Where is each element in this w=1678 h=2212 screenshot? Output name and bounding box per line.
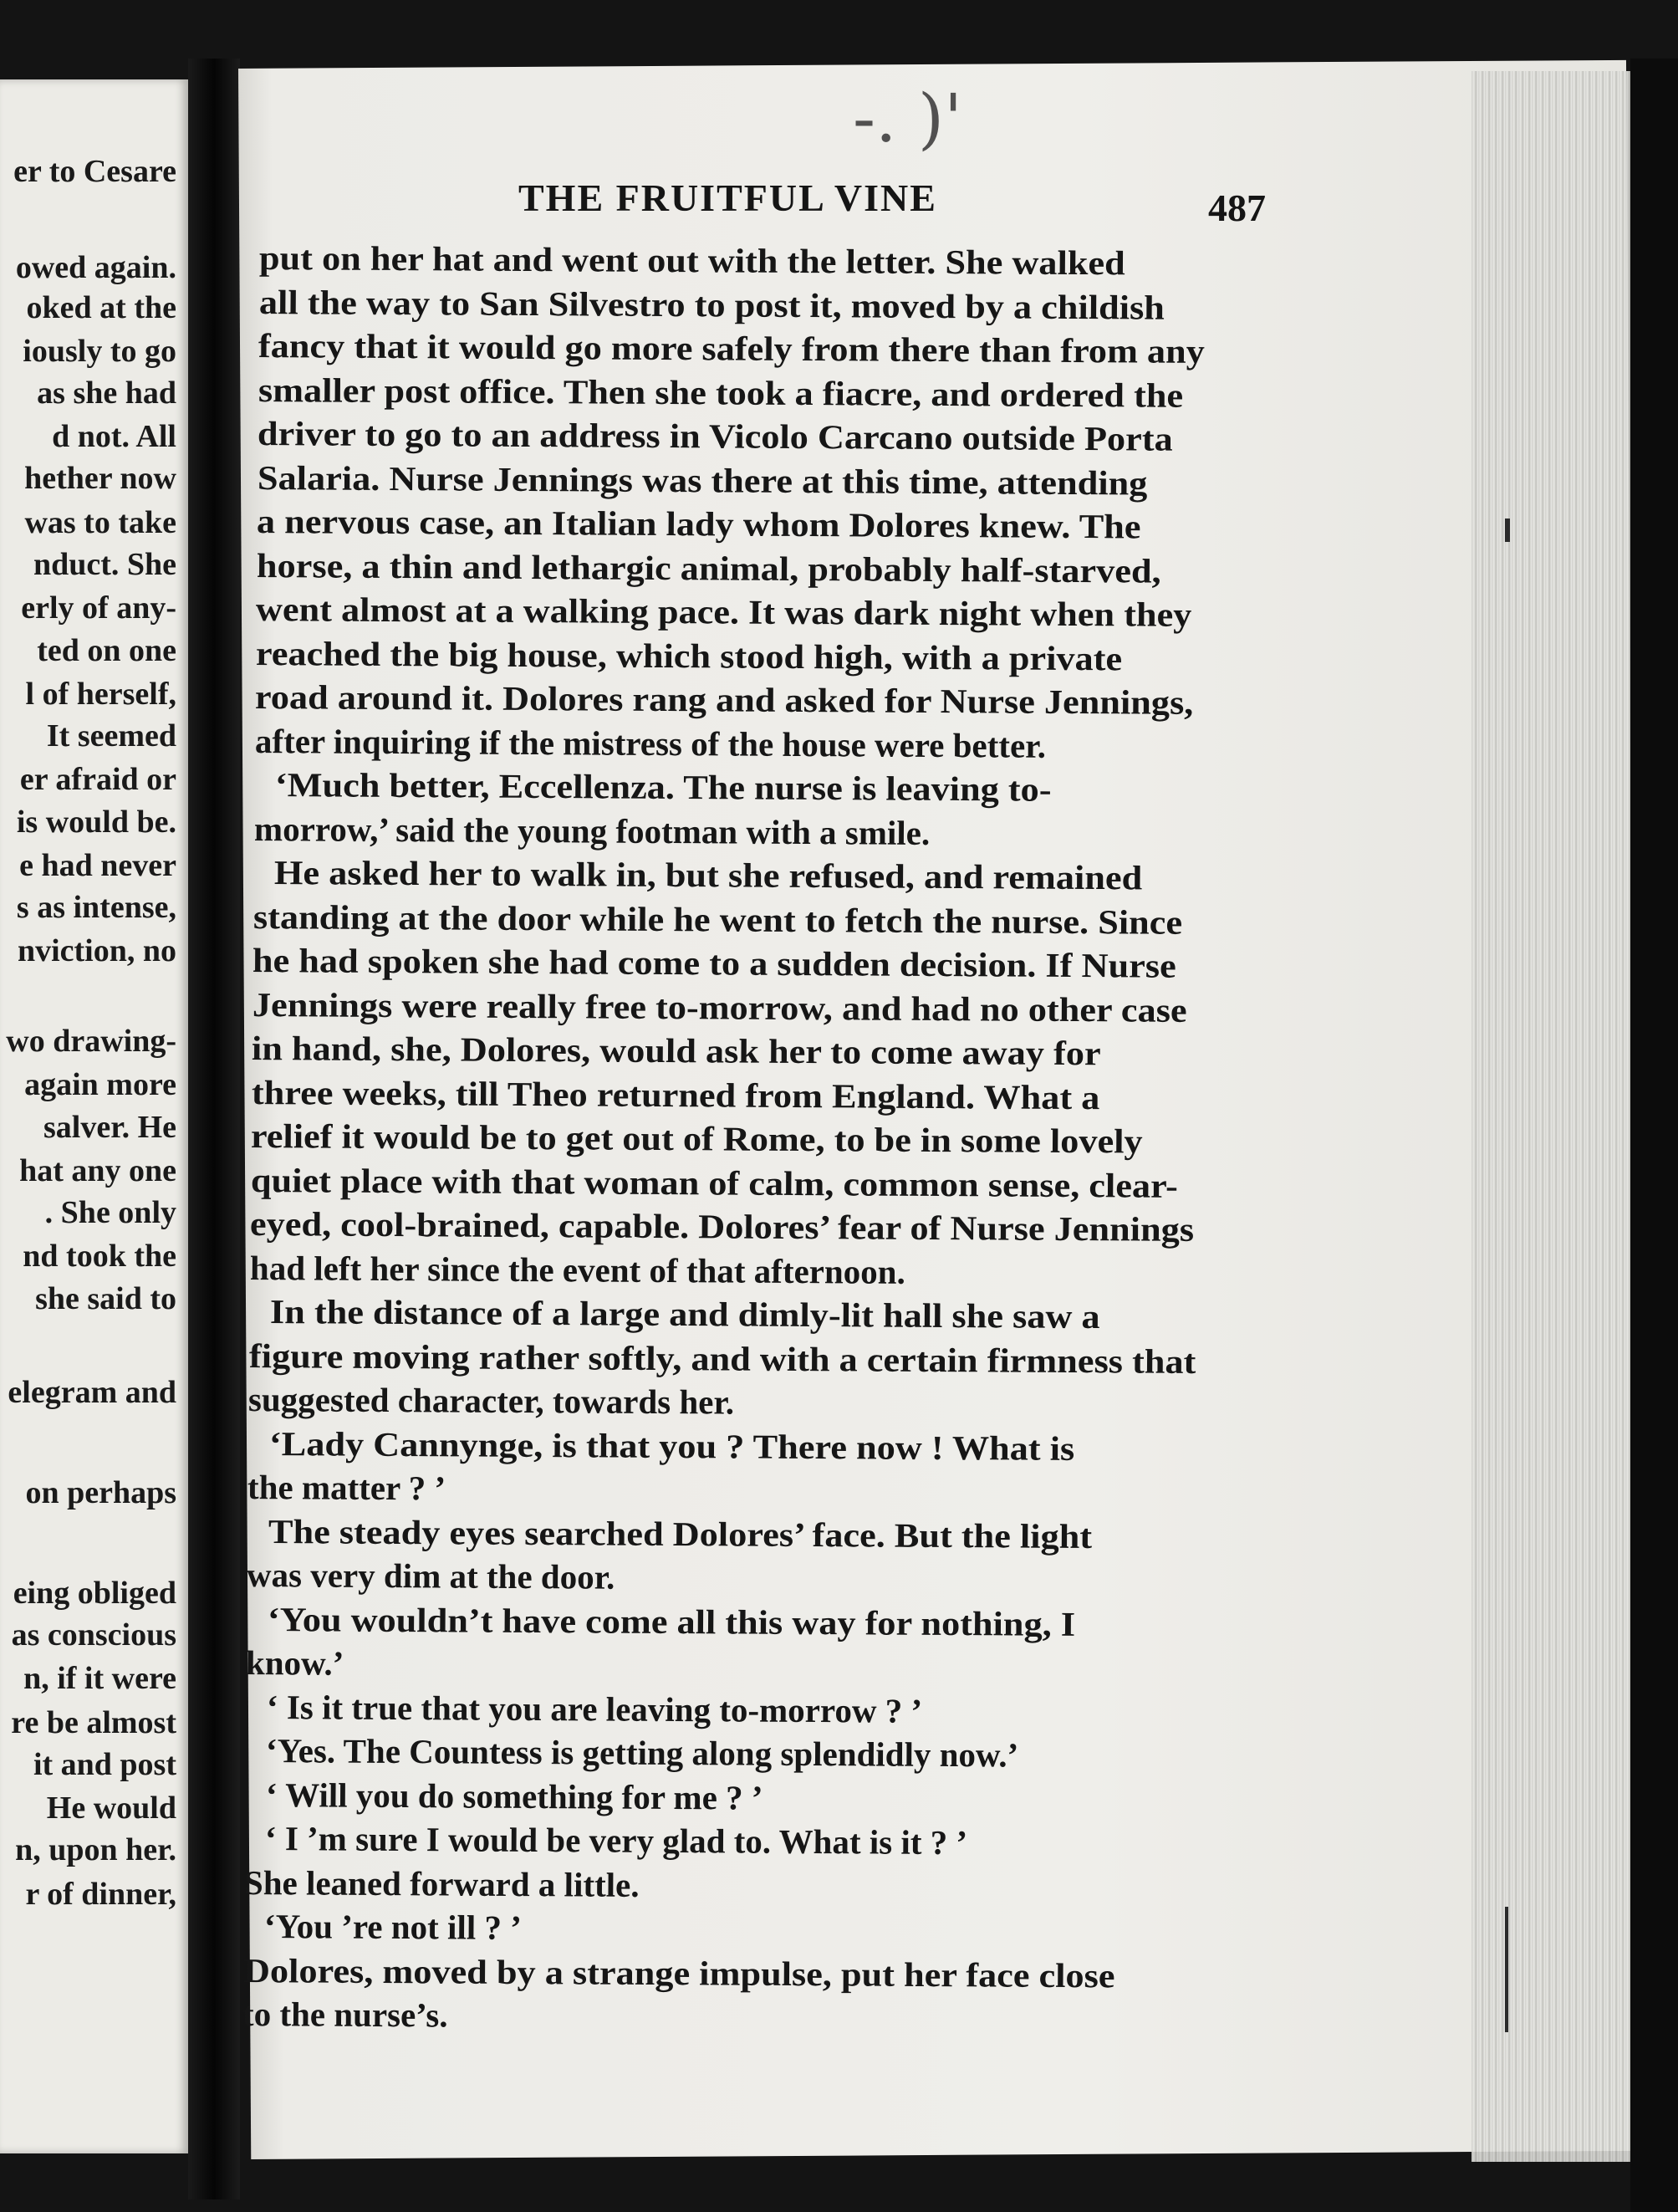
- left-text-line: was to take: [24, 505, 176, 540]
- text-line: ‘Lady Cannynge, is that you ? There now ! What is: [268, 1423, 1074, 1468]
- text-line: She leaned forward a little.: [243, 1862, 640, 1904]
- left-text-line: again more: [24, 1067, 176, 1102]
- text-line: standing at the door while he went to fetch the nurse. Since: [252, 897, 1182, 942]
- text-line: all the way to San Silvestro to post it, moved by a childish: [258, 282, 1165, 327]
- text-line: He asked her to walk in, but she refused, and remained: [273, 853, 1143, 897]
- left-text-line: He would: [46, 1791, 176, 1826]
- margin-mark: [1505, 1907, 1508, 2032]
- text-line: road around it. Dolores rang and asked for Nurse Jennings,: [254, 677, 1194, 722]
- text-line: ‘ Is it true that you are leaving to-morrow ? ’: [266, 1687, 922, 1730]
- text-line: ‘You ’re not ill ? ’: [263, 1907, 523, 1947]
- left-text-line: ted on one: [37, 633, 176, 668]
- left-text-line: n, upon her.: [15, 1832, 176, 1867]
- left-text-line: It seemed: [46, 718, 176, 754]
- text-line: suggested character, towards her.: [247, 1380, 735, 1422]
- text-line: Dolores, moved by a strange impulse, put her face close: [242, 1950, 1115, 1995]
- text-line: eyed, cool-brained, capable. Dolores’ fear of Nurse Jennings: [249, 1204, 1195, 1249]
- left-text-line: er to Cesare: [13, 154, 176, 189]
- left-text-line: er afraid or: [19, 762, 176, 797]
- left-text-line: nd took the: [23, 1239, 176, 1274]
- text-line: know.’: [245, 1643, 344, 1683]
- text-line: relief it would be to get out of Rome, to be in some lovely: [250, 1116, 1143, 1161]
- margin-mark: [1505, 519, 1510, 542]
- left-text-line: wo drawing-: [6, 1024, 176, 1059]
- left-text-line: r of dinner,: [25, 1877, 176, 1912]
- text-line: ‘ I ’m sure I would be very glad to. What is it ? ’: [264, 1819, 968, 1862]
- page-number: 487: [1208, 186, 1266, 229]
- left-text-line: d not. All: [52, 419, 176, 454]
- text-line: to the nurse’s.: [242, 1995, 448, 2035]
- text-line: ‘Much better, Eccellenza. The nurse is leaving to-: [274, 765, 1052, 809]
- left-text-line: hat any one: [19, 1153, 176, 1188]
- text-line: The steady eyes searched Dolores’ face. But the light: [268, 1511, 1092, 1556]
- text-line: driver to go to an address in Vicolo Carcano outside Porta: [257, 414, 1173, 458]
- left-text-line: salver. He: [43, 1110, 176, 1145]
- left-text-line: nduct. She: [33, 547, 176, 582]
- left-text-line: it and post: [33, 1747, 176, 1782]
- text-line: smaller post office. Then she took a fiacre, and ordered the: [258, 370, 1183, 415]
- text-line: in hand, she, Dolores, would ask her to come away for: [251, 1029, 1101, 1073]
- text-line: ‘Yes. The Countess is getting along splendidly now.’: [265, 1731, 1019, 1775]
- text-line: Salaria. Nurse Jennings was there at this time, attending: [257, 457, 1147, 503]
- text-line: after inquiring if the mistress of the house were better.: [254, 721, 1046, 765]
- left-text-line: on perhaps: [25, 1475, 176, 1510]
- left-text-line: as she had: [37, 375, 176, 411]
- text-line: a nervous case, an Italian lady whom Dolores knew. The: [256, 502, 1141, 546]
- left-text-line: eing obliged: [13, 1576, 176, 1611]
- text-line: three weeks, till Theo returned from England. What a: [251, 1072, 1100, 1116]
- left-text-line: as conscious: [11, 1617, 176, 1653]
- left-text-line: is would be.: [16, 805, 176, 840]
- left-text-line: s as intense,: [16, 890, 176, 925]
- text-line: the matter ? ’: [247, 1468, 446, 1508]
- text-line: ‘You wouldn’t have come all this way for nothing, I: [267, 1599, 1075, 1643]
- text-line: figure moving rather softly, and with a certain firmness that: [248, 1336, 1196, 1381]
- text-line: ‘ Will you do something for me ? ’: [265, 1775, 763, 1817]
- text-line: he had spoken she had come to a sudden decision. If Nurse: [252, 941, 1176, 985]
- text-line: fancy that it would go more safely from there than from any: [258, 326, 1206, 370]
- text-line: morrow,’ said the young footman with a smile.: [253, 809, 930, 852]
- left-text-line: . She only: [44, 1195, 176, 1230]
- left-text-line: n, if it were: [23, 1661, 176, 1696]
- text-line: Jennings were really free to-morrow, and had no other case: [252, 984, 1187, 1029]
- text-line: In the distance of a large and dimly-lit hall she saw a: [269, 1292, 1100, 1336]
- text-line: horse, a thin and lethargic animal, probably half-starved,: [256, 545, 1161, 590]
- left-text-line: l of herself,: [25, 677, 176, 712]
- left-text-line: erly of any-: [21, 590, 176, 626]
- left-text-line: she said to: [35, 1281, 176, 1316]
- left-text-line: owed again.: [15, 250, 176, 285]
- ink-mark: -. )': [853, 79, 963, 157]
- left-text-line: oked at the: [26, 290, 176, 325]
- text-line: was very dim at the door.: [246, 1556, 615, 1596]
- left-text-line: iously to go: [23, 334, 176, 369]
- text-line: quiet place with that woman of calm, common sense, clear-: [250, 1160, 1178, 1205]
- left-text-line: nviction, no: [17, 933, 176, 968]
- left-text-line: elegram and: [8, 1375, 176, 1410]
- text-line: went almost at a walking pace. It was dark night when they: [255, 590, 1192, 634]
- text-line: put on her hat and went out with the letter. She walked: [258, 238, 1125, 283]
- running-head: THE FRUITFUL VINE: [518, 176, 937, 219]
- left-text-line: re be almost: [11, 1705, 176, 1740]
- text-line: had left her since the event of that afternoon.: [249, 1248, 905, 1291]
- text-line: reached the big house, which stood high, with a private: [255, 633, 1122, 677]
- left-text-line: hether now: [24, 461, 176, 496]
- left-text-line: e had never: [19, 848, 176, 883]
